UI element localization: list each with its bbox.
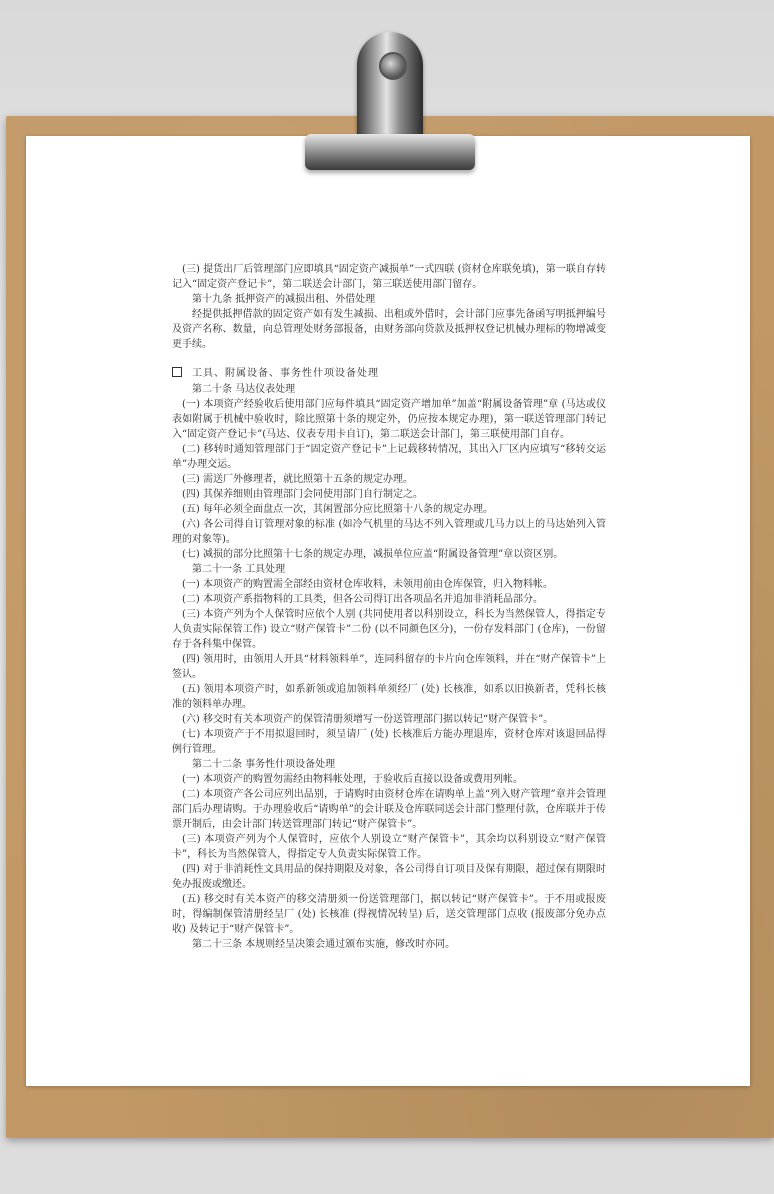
document-paragraph: 第十九条 抵押资产的减损出租、外借处理: [192, 294, 376, 305]
document-paragraph: (四) 其保养细则由管理部门会同使用部门自行制定之。: [182, 489, 423, 500]
document-paragraph: (五) 每年必须全面盘点一次，其闲置部分应比照第十八条的规定办理。: [182, 504, 493, 515]
document-paragraph: (二) 本项资产系指物料的工具类，但各公司得订出各项品名并追加非消耗品部分。: [182, 594, 543, 605]
section-heading-text: 工具、附属设备、事务性什项设备处理: [192, 368, 379, 379]
document-paragraph: (二) 本项资产各公司应列出品别，于请购时由资材仓库在请购单上盖“列入财产管理”章并会管理部门后办理请购。于办理验收后“请购单”的会计联及仓库联同送会计部门整理付款，仓库联并于传票开制后，由会计部门转送管理部门转记“财产保管卡”。: [172, 789, 606, 830]
document-paragraph: (一) 本项资产的购置勿需经由物料帐处理，于验收后直接以设备或费用列帐。: [182, 774, 523, 785]
document-paragraph: 经提供抵押借款的固定资产如有发生减损、出租或外借时，会计部门应事先备函写明抵押编号及资产名称、数量，向总管理处财务部报备，由财务部向贷款及抵押权登记机械办理标的物增减变更手续。: [172, 309, 606, 350]
document-paragraph: (一) 本项资产经验收后使用部门应每件填具“固定资产增加单”加盖“附属设备管理”章 (马达或仪表如附属于机械中验收时，除比照第十条的规定外，仍应按本规定办理)，第一联送管理部门转记入“固定资产登记卡”(马达、仪表专用卡自订)，第二联送会计部门，第三联使用部门自存。: [172, 399, 606, 440]
document-paragraph: (七) 减损的部分比照第十七条的规定办理，减损单位应盖“附属设备管理”章以资区别。: [182, 549, 564, 560]
document-paragraph: 第二十条 马达仪表处理: [192, 384, 296, 395]
document-paragraph: (六) 各公司得自订管理对象的标准 (如冷气机里的马达不列入管理或几马力以上的马达始列入管理的对象等)。: [172, 519, 606, 545]
checkbox-square-icon: [172, 367, 182, 377]
paragraph-gap: [172, 352, 606, 366]
document-paragraph: (四) 对于非消耗性文具用品的保持期限及对象，各公司得自订项目及保有期限，超过保有期限时免办报废或缴还。: [172, 864, 606, 890]
document-paragraph: (三) 提货出厂后管理部门应即填具“固定资产减损单”一式四联 (资材仓库联免填)，第一联自存转记入“固定资产登记卡”，第二联送会计部门，第三联送使用部门留存。: [172, 264, 606, 290]
document-paragraph: (三) 本资产列为个人保管时应依个人别 (共同使用者以科别设立，科长为当然保管人，得指定专人负责实际保管工作) 设立“财产保管卡”二份 (以不同颜色区分)，一份存发料部门 (仓库)，一份留存于各科集中保管。: [172, 609, 606, 650]
document-paragraph: (三) 需送厂外修理者，就比照第十五条的规定办理。: [182, 474, 413, 485]
document-paragraph: (五) 领用本项资产时，如系新领或追加领料单须经厂 (处) 长核准，如系以旧换新者，凭科长核准的领料单办理。: [172, 684, 606, 710]
binder-clip-hole: [379, 52, 407, 80]
document-paragraph: 第二十三条 本规则经呈决策会通过颁布实施，修改时亦同。: [192, 939, 456, 950]
binder-clip-base: [305, 134, 475, 170]
binder-clip: [305, 22, 475, 182]
document-paragraph: (六) 移交时有关本项资产的保管清册须增写一份送管理部门据以转记“财产保管卡”。: [182, 714, 554, 725]
document-paragraph: (四) 领用时，由领用人开具“材料领料单”，连同科留存的卡片向仓库领料，并在“财产保管卡”上签认。: [172, 654, 606, 680]
binder-clip-arm: [357, 32, 423, 142]
document-paragraph: (七) 本项资产于不用拟退回时，须呈请厂 (处) 长核准后方能办理退库，资材仓库对该退回品得例行管理。: [172, 729, 606, 755]
document-paragraph: 第二十二条 事务性什项设备处理: [192, 759, 336, 770]
document-paragraph: (一) 本项资产的购置需全部经由资材仓库收料，未领用前由仓库保管，归入物料帐。: [182, 579, 553, 590]
document-body: [172, 262, 606, 952]
section-heading: [172, 366, 606, 381]
document-paragraph: 第二十一条 工具处理: [192, 564, 286, 575]
document-paragraph: (五) 移交时有关本资产的移交清册须一份送管理部门，据以转记“财产保管卡”。于不用或报废时，得编制保管清册经呈厂 (处) 长核准 (得视情况转呈) 后，送交管理部门点收 (报废部分免办点收) 及转记于“财产保管卡”。: [172, 894, 606, 935]
document-paragraph: (二) 移转时通知管理部门于“固定资产登记卡”上记载移转情况，其出入厂区内应填写“移转交运单”办理交运。: [172, 444, 606, 470]
document-paragraph: (三) 本项资产列为个人保管时，应依个人别设立“财产保管卡”，其余均以科别设立“财产保管卡”，科长为当然保管人，得指定专人负责实际保管工作。: [172, 834, 606, 860]
